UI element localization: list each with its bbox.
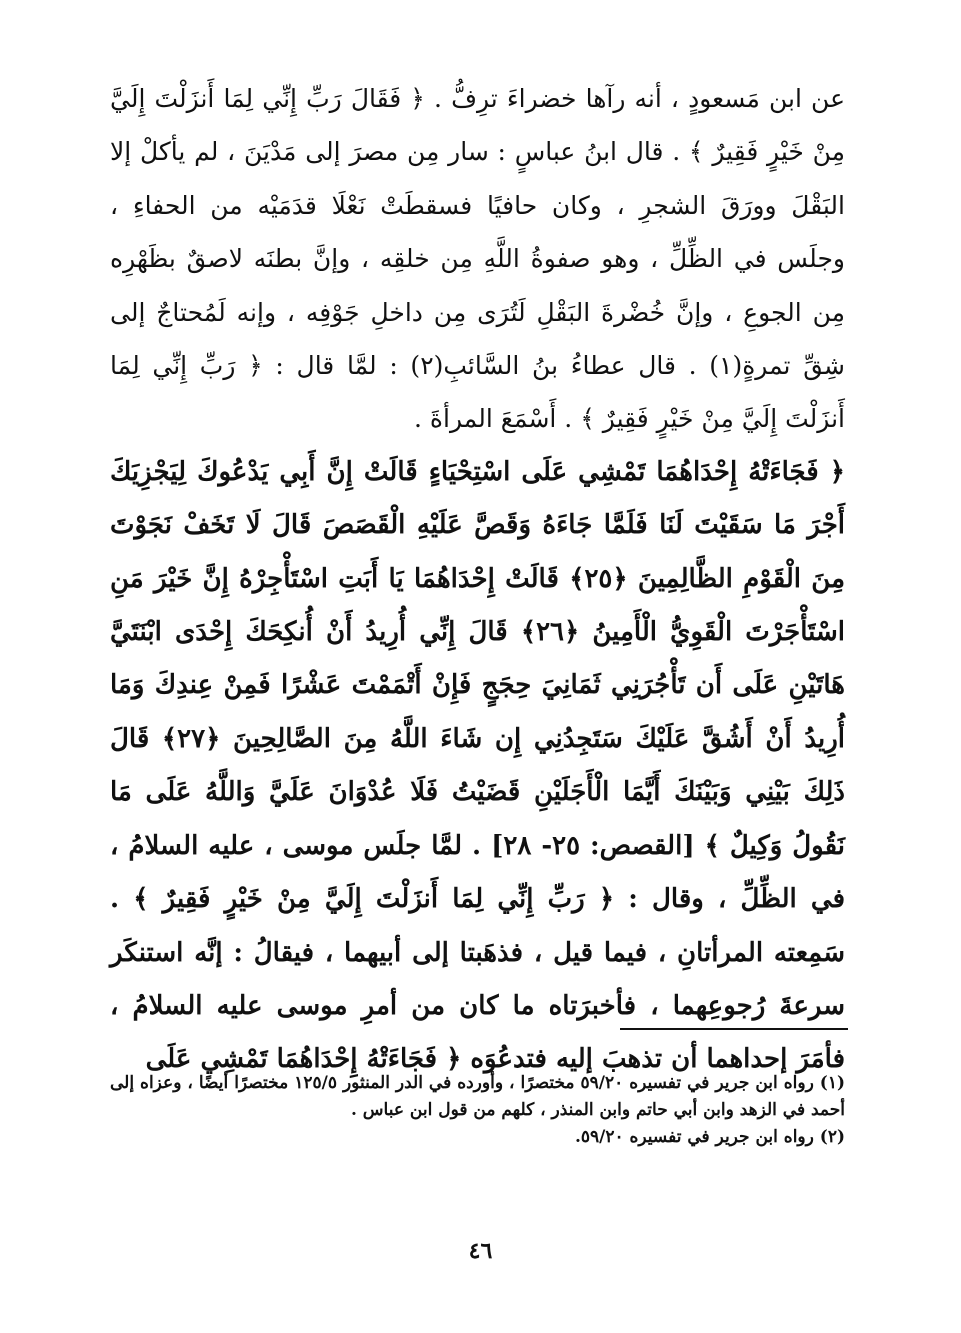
footnote-1: (١) رواه ابن جرير في تفسيره ٥٩/٢٠ مختصرًا ، وأورده في الدر المنثور ١٢٥/٥ مختصرًا أيضًا ، وعزاه إلى أحمد في الزهد وابن أبي حاتم وابن المنذر ، كلهم من قول ابن عباس . (110, 1073, 845, 1120)
paragraph-quran-verses: ﴿ فَجَاءَتْهُ إِحْدَاهُمَا تَمْشِي عَلَى اسْتِحْيَاءٍ قَالَتْ إِنَّ أَبِي يَدْعُوكَ لِيَجْزِيَكَ أَجْرَ مَا سَقَيْتَ لَنَا فَلَمَّا جَاءَهُ وَقَصَّ عَلَيْهِ الْقَصَصَ قَالَ لَا تَخَفْ نَجَوْتَ مِنَ الْقَوْمِ الظَّالِمِينَ ﴿٢٥﴾ قَالَتْ إِحْدَاهُمَا يَا أَبَتِ اسْتَأْجِرْهُ إِنَّ خَيْرَ مَنِ اسْتَأْجَرْتَ الْقَوِيُّ الْأَمِينُ ﴿٢٦﴾ قَالَ إِنِّي أُرِيدُ أَنْ أُنكِحَكَ إِحْدَى ابْنَتَيَّ هَاتَيْنِ عَلَى أَن تَأْجُرَنِي ثَمَانِيَ حِجَجٍ فَإِنْ أَتْمَمْتَ عَشْرًا فَمِنْ عِندِكَ وَمَا أُرِيدُ أَنْ أَشُقَّ عَلَيْكَ سَتَجِدُنِي إِن شَاءَ اللَّهُ مِنَ الصَّالِحِينَ ﴿٢٧﴾ قَالَ ذَلِكَ بَيْنِي وَبَيْنَكَ أَيَّمَا الْأَجَلَيْنِ قَضَيْتُ فَلَا عُدْوَانَ عَلَيَّ وَاللَّهُ عَلَى مَا نَقُولُ وَكِيلٌ ﴾ [القصص: ٢٥- ٢٨] . لمَّا جلَس موسى ، عليه السلامُ ، في الظِّلِّ ، وقال : ﴿ رَبِّ إِنِّي لِمَا أَنزَلْتَ إِلَيَّ مِنْ خَيْرٍ فَقِيرٌ ﴾ . سَمِعته المرأتانِ ، فيما قيل ، فذهَبتا إلى أبيهما ، فيقالُ : إنَّه استنكَر سرعةَ رُجوعِهما ، فأخبرَتاه ما كان من أمرِ موسى عليه السلامُ ، فأمَرَ إحداهما أن تذهبَ إليه فتدعُوَه ﴿ فَجَاءَتْهُ إِحْدَاهُمَا تَمْشِي عَلَى (110, 456, 846, 1075)
footnotes (110, 1070, 845, 1151)
main-text (110, 72, 845, 1087)
paragraph-commentary: عن ابن مَسعودٍ ، أنه رآها خضراءَ ترِفُّ . ﴿ فَقَالَ رَبِّ إِنِّي لِمَا أَنزَلْتَ إِلَيَّ مِنْ خَيْرٍ فَقِيرٌ ﴾ . قال ابنُ عباسٍ : سار مِن مصرَ إلى مَدْيَنَ ، لم يأكلْ إلا البَقْلَ وورَقَ الشجرِ ، وكان حافيًا فسقطَتْ نَعْلَا قدَمَيْه من الحفاءِ ، وجلَس في الظِّلِّ ، وهو صفوةُ اللَّهِ مِن خلقِه ، وإنَّ بطنَه لاصقٌ بظَهْرِه مِن الجوعِ ، وإنَّ خُضْرةَ البَقْلِ لَتُرَى مِن داخلِ جَوْفِه ، وإنه لَمُحتاجٌ إلى شِقِّ تمرةٍ(١) . قال عطاءُ بنُ السَّائبِ(٢) : لمَّا قال : ﴿ رَبِّ إِنِّي لِمَا أَنزَلْتَ إِلَيَّ مِنْ خَيْرٍ فَقِيرٌ ﴾ . أَسْمَعَ المرأةَ . (110, 84, 845, 434)
footnote-divider (620, 1028, 848, 1030)
page-number: ٤٦ (468, 1238, 493, 1264)
footnote-2: (٢) رواه ابن جرير في تفسيره ٥٩/٢٠. (574, 1127, 845, 1147)
